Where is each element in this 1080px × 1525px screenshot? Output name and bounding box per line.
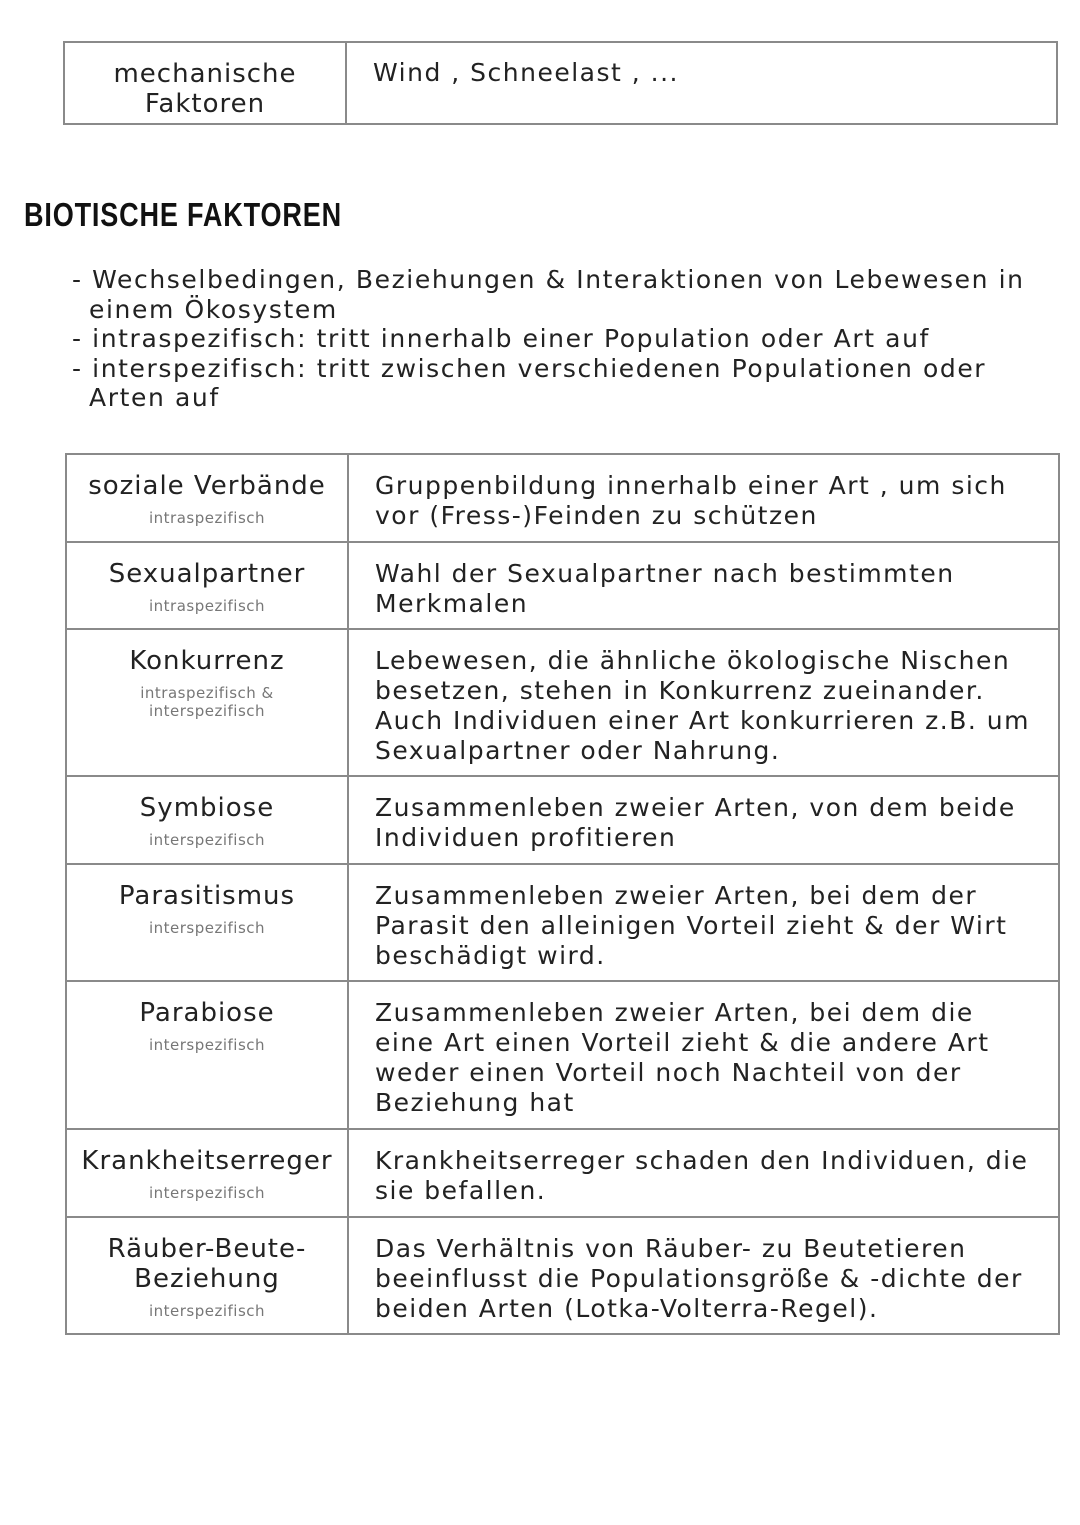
table-row	[66, 776, 1059, 864]
factor-type: interspezifisch	[148, 831, 266, 849]
factor-name: mechanische Faktoren	[64, 42, 346, 124]
factor-description: Krankheitserreger schaden den Individuen, die sie befallen.	[348, 1129, 1059, 1217]
factor-name-cell	[66, 776, 348, 864]
factor-description: Wahl der Sexualpartner nach bestimmten Merkmalen	[348, 542, 1059, 629]
factor-name: Parabiose	[139, 998, 275, 1028]
factor-name-cell	[66, 629, 348, 776]
table-row	[66, 542, 1059, 629]
intro-list	[72, 265, 1057, 413]
list-item: - interspezifisch: tritt zwischen verschiedenen Populationen oder Arten auf	[72, 353, 987, 412]
factor-description: Zusammenleben zweier Arten, von dem beide Individuen profitieren	[348, 776, 1059, 864]
factor-name: Sexualpartner	[108, 559, 306, 589]
factor-name-cell	[66, 864, 348, 981]
factor-name: Symbiose	[139, 793, 275, 823]
factor-name-cell	[66, 542, 348, 629]
factor-description: Zusammenleben zweier Arten, bei dem die eine Art einen Vorteil zieht & die andere Art weder einen Vorteil noch Nachteil von der Beziehung hat	[348, 981, 1059, 1129]
table-row	[66, 454, 1059, 542]
factor-type: interspezifisch	[148, 919, 266, 937]
factor-type: interspezifisch	[148, 1036, 266, 1054]
factor-description: Wind , Schneelast , ...	[346, 42, 1057, 124]
factor-name: Parasitismus	[118, 881, 296, 911]
factor-name: soziale Verbände	[88, 471, 326, 501]
factor-name-cell	[66, 454, 348, 542]
list-item: - intraspezifisch: tritt innerhalb einer Population oder Art auf	[72, 324, 930, 353]
table-row	[66, 1129, 1059, 1217]
factor-type: intraspezifisch	[148, 509, 266, 527]
biotic-factors-table	[65, 453, 1060, 1335]
table-row	[66, 864, 1059, 981]
table-row	[64, 42, 1057, 124]
table-row	[66, 1217, 1059, 1334]
list-item: - Wechselbedingen, Beziehungen & Interaktionen von Lebewesen in einem Ökosystem	[72, 265, 1025, 324]
factor-type: intraspezifisch	[148, 597, 266, 615]
table-row	[66, 981, 1059, 1129]
abiotic-table-fragment	[63, 41, 1058, 125]
factor-name: Räuber-Beute-Beziehung	[107, 1234, 307, 1294]
table-row	[66, 629, 1059, 776]
factor-description: Das Verhältnis von Räuber- zu Beutetieren beeinflusst die Populationsgröße & -dichte der beiden Arten (Lotka-Volterra-Regel).	[348, 1217, 1059, 1334]
factor-name: Konkurrenz	[129, 646, 285, 676]
factor-description: Gruppenbildung innerhalb einer Art , um sich vor (Fress-)Feinden zu schützen	[348, 454, 1059, 542]
factor-name-cell	[66, 1217, 348, 1334]
factor-description: Zusammenleben zweier Arten, bei dem der Parasit den alleinigen Vorteil zieht & der Wirt beschädigt wird.	[348, 864, 1059, 981]
factor-type: intraspezifisch & interspezifisch	[140, 684, 274, 720]
factor-description: Lebewesen, die ähnliche ökologische Nischen besetzen, stehen in Konkurrenz zueinander. Auch Individuen einer Art konkurrieren z.B. um Sexualpartner oder Nahrung.	[348, 629, 1059, 776]
factor-type: interspezifisch	[148, 1184, 266, 1202]
factor-type: interspezifisch	[148, 1302, 266, 1320]
factor-name-cell	[66, 1129, 348, 1217]
factor-name-cell	[66, 981, 348, 1129]
section-heading: BIOTISCHE FAKTOREN	[24, 196, 342, 233]
factor-name: Krankheitserreger	[81, 1146, 333, 1176]
